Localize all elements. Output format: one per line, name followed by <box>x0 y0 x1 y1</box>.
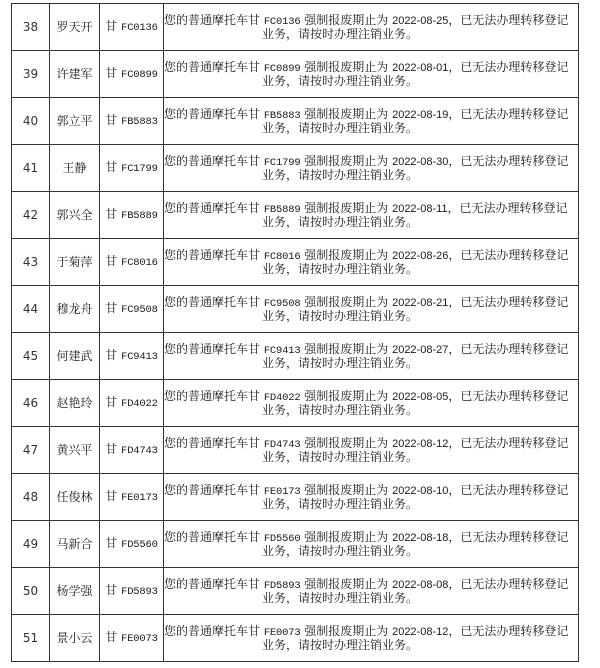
row-number-text: 47 <box>22 443 39 457</box>
plate-code: FC0899 <box>121 69 158 82</box>
notice-message-line2: 业务，请按时办理注销业务。 <box>261 308 418 323</box>
owner-name <box>50 427 100 474</box>
msg-suffix: ，已无法办理转移登记 <box>448 296 569 310</box>
msg-prefix: 您的普通摩托车甘 <box>164 155 264 169</box>
notice-message-line1 <box>164 437 578 451</box>
plate-number <box>100 145 164 192</box>
msg-plate: FE0073 <box>263 627 301 639</box>
msg-suffix: ，已无法办理转移登记 <box>448 625 569 639</box>
scrap-date: 2022-08-12 <box>392 438 449 451</box>
plate-prefix: 甘 <box>105 19 118 34</box>
owner-name-text: 郭立平 <box>56 114 93 128</box>
plate-prefix: 甘 <box>105 442 118 457</box>
plate-prefix: 甘 <box>105 348 118 363</box>
msg-plate: FD4022 <box>263 392 301 404</box>
msg-prefix: 您的普通摩托车甘 <box>164 343 264 357</box>
table-row <box>12 4 579 51</box>
table-row <box>12 568 579 615</box>
plate-code: FC0136 <box>121 22 158 35</box>
plate-number <box>100 192 164 239</box>
scrap-date: 2022-08-12 <box>392 626 449 639</box>
table-row <box>12 380 579 427</box>
msg-plate: FC8016 <box>263 251 301 263</box>
owner-name <box>50 474 100 521</box>
notice-message-line2: 业务，请按时办理注销业务。 <box>261 402 418 417</box>
msg-middle: 强制报废期止为 <box>300 108 393 122</box>
plate-number <box>100 333 164 380</box>
plate-code: FD4022 <box>121 398 158 411</box>
notice-message-line1 <box>164 155 578 169</box>
notice-message-line2: 业务，请按时办理注销业务。 <box>261 449 418 464</box>
owner-name <box>50 615 100 662</box>
msg-plate: FC9508 <box>263 298 301 310</box>
msg-middle: 强制报废期止为 <box>300 155 393 169</box>
row-number <box>12 474 50 521</box>
notice-message <box>164 427 579 474</box>
msg-middle: 强制报废期止为 <box>300 296 393 310</box>
plate-number <box>100 98 164 145</box>
plate-number <box>100 380 164 427</box>
row-number <box>12 4 50 51</box>
scrap-date: 2022-08-01 <box>392 62 449 75</box>
plate-code: FD5893 <box>121 586 158 599</box>
msg-plate: FD4743 <box>263 439 301 451</box>
table-row <box>12 239 579 286</box>
scrap-date: 2022-08-21 <box>392 297 449 310</box>
msg-prefix: 您的普通摩托车甘 <box>164 390 264 404</box>
notice-message-line1 <box>164 108 578 122</box>
scrap-date: 2022-08-10 <box>392 485 449 498</box>
plate-prefix: 甘 <box>105 207 118 222</box>
plate-prefix: 甘 <box>105 301 118 316</box>
row-number <box>12 51 50 98</box>
notice-message <box>164 98 579 145</box>
owner-name-text: 穆龙舟 <box>56 302 93 316</box>
plate-number <box>100 4 164 51</box>
notice-message <box>164 286 579 333</box>
row-number-text: 42 <box>22 208 39 222</box>
notice-message-line2: 业务，请按时办理注销业务。 <box>261 167 418 182</box>
scrap-date: 2022-08-05 <box>392 391 449 404</box>
owner-name-text: 赵艳玲 <box>56 396 93 410</box>
owner-name <box>50 51 100 98</box>
row-number <box>12 192 50 239</box>
row-number-text: 45 <box>22 349 39 363</box>
plate-code: FC9413 <box>121 351 158 364</box>
notice-message-line2: 业务，请按时办理注销业务。 <box>261 355 418 370</box>
msg-prefix: 您的普通摩托车甘 <box>164 14 264 28</box>
plate-prefix: 甘 <box>105 489 118 504</box>
owner-name-text: 王静 <box>62 161 87 175</box>
owner-name-text: 马新合 <box>56 537 93 551</box>
plate-code: FC9508 <box>121 304 158 317</box>
msg-middle: 强制报废期止为 <box>300 202 393 216</box>
plate-number <box>100 568 164 615</box>
notice-message-line2: 业务，请按时办理注销业务。 <box>261 496 418 511</box>
notice-message-line2: 业务，请按时办理注销业务。 <box>261 120 418 135</box>
notice-message <box>164 568 579 615</box>
row-number <box>12 145 50 192</box>
owner-name <box>50 568 100 615</box>
scrap-date: 2022-08-26 <box>392 250 449 263</box>
plate-code: FD5560 <box>121 539 158 552</box>
plate-number <box>100 51 164 98</box>
notice-message <box>164 521 579 568</box>
row-number-text: 41 <box>22 161 39 175</box>
row-number <box>12 615 50 662</box>
msg-middle: 强制报废期止为 <box>300 625 393 639</box>
notice-message-line1 <box>164 578 578 592</box>
msg-prefix: 您的普通摩托车甘 <box>164 296 264 310</box>
row-number-text: 51 <box>22 631 39 645</box>
msg-middle: 强制报废期止为 <box>300 437 393 451</box>
row-number-text: 39 <box>22 67 39 81</box>
msg-suffix: ，已无法办理转移登记 <box>448 343 569 357</box>
row-number-text: 46 <box>22 396 39 410</box>
notice-message-line1 <box>164 202 578 216</box>
msg-prefix: 您的普通摩托车甘 <box>164 108 264 122</box>
msg-suffix: ，已无法办理转移登记 <box>448 108 569 122</box>
notice-message-line1 <box>164 61 578 75</box>
row-number-text: 44 <box>22 302 39 316</box>
owner-name-text: 郭兴全 <box>56 208 93 222</box>
plate-code: FB5883 <box>121 116 158 129</box>
table-row <box>12 98 579 145</box>
row-number <box>12 286 50 333</box>
row-number <box>12 568 50 615</box>
plate-prefix: 甘 <box>105 395 118 410</box>
plate-number <box>100 427 164 474</box>
msg-prefix: 您的普通摩托车甘 <box>164 249 264 263</box>
msg-prefix: 您的普通摩托车甘 <box>164 531 264 545</box>
plate-code: FC8016 <box>121 257 158 270</box>
plate-prefix: 甘 <box>105 536 118 551</box>
row-number <box>12 333 50 380</box>
table-row <box>12 145 579 192</box>
msg-plate: FC0899 <box>263 63 301 75</box>
msg-middle: 强制报废期止为 <box>300 249 393 263</box>
msg-plate: FC9413 <box>263 345 301 357</box>
notice-message <box>164 380 579 427</box>
msg-plate: FB5889 <box>263 204 301 216</box>
plate-code: FC1799 <box>121 163 158 176</box>
msg-suffix: ，已无法办理转移登记 <box>448 390 569 404</box>
msg-plate: FB5883 <box>263 110 301 122</box>
notice-message-line1 <box>164 625 578 639</box>
owner-name <box>50 380 100 427</box>
table-row <box>12 286 579 333</box>
notice-message-line1 <box>164 390 578 404</box>
msg-middle: 强制报废期止为 <box>300 61 393 75</box>
row-number <box>12 239 50 286</box>
msg-plate: FD5893 <box>263 580 301 592</box>
notice-message-line1 <box>164 296 578 310</box>
owner-name <box>50 145 100 192</box>
owner-name <box>50 98 100 145</box>
row-number <box>12 521 50 568</box>
owner-name-text: 景小云 <box>56 631 93 645</box>
scrap-date: 2022-08-30 <box>392 156 449 169</box>
notice-message-line2: 业务，请按时办理注销业务。 <box>261 590 418 605</box>
notice-message <box>164 4 579 51</box>
notice-message <box>164 333 579 380</box>
msg-plate: FE0173 <box>263 486 301 498</box>
notice-message <box>164 192 579 239</box>
notice-message-line2: 业务，请按时办理注销业务。 <box>261 26 418 41</box>
plate-code: FD4743 <box>121 445 158 458</box>
msg-suffix: ，已无法办理转移登记 <box>448 249 569 263</box>
owner-name-text: 杨学强 <box>56 584 93 598</box>
notice-message-line1 <box>164 14 578 28</box>
plate-prefix: 甘 <box>105 583 118 598</box>
msg-suffix: ，已无法办理转移登记 <box>448 484 569 498</box>
notice-message <box>164 51 579 98</box>
msg-middle: 强制报废期止为 <box>300 578 393 592</box>
plate-code: FE0173 <box>121 492 158 505</box>
table-row <box>12 51 579 98</box>
owner-name-text: 许建军 <box>56 67 93 81</box>
owner-name <box>50 521 100 568</box>
scrap-date: 2022-08-27 <box>392 344 449 357</box>
msg-suffix: ，已无法办理转移登记 <box>448 61 569 75</box>
msg-suffix: ，已无法办理转移登记 <box>447 202 568 216</box>
plate-number <box>100 615 164 662</box>
scrap-date: 2022-08-11 <box>392 203 448 216</box>
scrap-date: 2022-08-18 <box>392 532 449 545</box>
plate-prefix: 甘 <box>105 160 118 175</box>
notice-message <box>164 145 579 192</box>
plate-prefix: 甘 <box>105 630 118 645</box>
plate-prefix: 甘 <box>105 254 118 269</box>
row-number-text: 48 <box>22 490 39 504</box>
notice-message-line1 <box>164 484 578 498</box>
msg-prefix: 您的普通摩托车甘 <box>164 437 264 451</box>
plate-number <box>100 474 164 521</box>
msg-plate: FC1799 <box>263 157 301 169</box>
row-number <box>12 380 50 427</box>
msg-suffix: ，已无法办理转移登记 <box>448 155 569 169</box>
notice-message-line1 <box>164 343 578 357</box>
msg-middle: 强制报废期止为 <box>300 14 393 28</box>
msg-prefix: 您的普通摩托车甘 <box>164 202 264 216</box>
row-number-text: 50 <box>22 584 39 598</box>
plate-number <box>100 286 164 333</box>
plate-number <box>100 521 164 568</box>
msg-prefix: 您的普通摩托车甘 <box>164 61 264 75</box>
vehicle-scrap-notice-table <box>11 3 579 662</box>
owner-name <box>50 239 100 286</box>
msg-plate: FD5560 <box>263 533 301 545</box>
owner-name <box>50 286 100 333</box>
row-number <box>12 98 50 145</box>
table-row <box>12 427 579 474</box>
row-number <box>12 427 50 474</box>
msg-suffix: ，已无法办理转移登记 <box>448 578 569 592</box>
msg-prefix: 您的普通摩托车甘 <box>164 484 264 498</box>
plate-code: FE0073 <box>121 633 158 646</box>
row-number-text: 43 <box>22 255 39 269</box>
owner-name <box>50 4 100 51</box>
msg-prefix: 您的普通摩托车甘 <box>164 625 264 639</box>
owner-name-text: 任俊林 <box>56 490 93 504</box>
plate-code: FB5889 <box>121 210 158 223</box>
scrap-date: 2022-08-25 <box>392 15 449 28</box>
row-number-text: 40 <box>22 114 39 128</box>
plate-prefix: 甘 <box>105 66 118 81</box>
msg-suffix: ，已无法办理转移登记 <box>448 531 569 545</box>
notice-message-line2: 业务，请按时办理注销业务。 <box>261 261 418 276</box>
table-body <box>12 4 579 662</box>
msg-suffix: ，已无法办理转移登记 <box>448 14 569 28</box>
scrap-date: 2022-08-19 <box>392 109 449 122</box>
owner-name <box>50 192 100 239</box>
table-row <box>12 615 579 662</box>
table-row <box>12 474 579 521</box>
row-number-text: 49 <box>22 537 39 551</box>
table-row <box>12 192 579 239</box>
row-number-text: 38 <box>22 20 39 34</box>
owner-name-text: 于菊萍 <box>56 255 93 269</box>
notice-message-line2: 业务，请按时办理注销业务。 <box>261 637 418 652</box>
notice-message <box>164 474 579 521</box>
notice-message <box>164 615 579 662</box>
scrap-date: 2022-08-08 <box>392 579 449 592</box>
msg-prefix: 您的普通摩托车甘 <box>164 578 264 592</box>
notice-message-line2: 业务，请按时办理注销业务。 <box>261 543 418 558</box>
notice-message <box>164 239 579 286</box>
owner-name-text: 黄兴平 <box>56 443 93 457</box>
plate-number <box>100 239 164 286</box>
table-row <box>12 521 579 568</box>
owner-name-text: 何建武 <box>56 349 93 363</box>
notice-message-line1 <box>164 249 578 263</box>
notice-message-line1 <box>164 531 578 545</box>
msg-middle: 强制报废期止为 <box>300 484 393 498</box>
msg-middle: 强制报废期止为 <box>300 343 393 357</box>
plate-prefix: 甘 <box>105 113 118 128</box>
msg-plate: FC0136 <box>263 16 301 28</box>
table-row <box>12 333 579 380</box>
msg-suffix: ，已无法办理转移登记 <box>448 437 569 451</box>
owner-name-text: 罗天开 <box>56 20 93 34</box>
notice-message-line2: 业务，请按时办理注销业务。 <box>261 73 418 88</box>
owner-name <box>50 333 100 380</box>
msg-middle: 强制报废期止为 <box>300 390 393 404</box>
msg-middle: 强制报废期止为 <box>300 531 393 545</box>
notice-message-line2: 业务，请按时办理注销业务。 <box>261 214 418 229</box>
